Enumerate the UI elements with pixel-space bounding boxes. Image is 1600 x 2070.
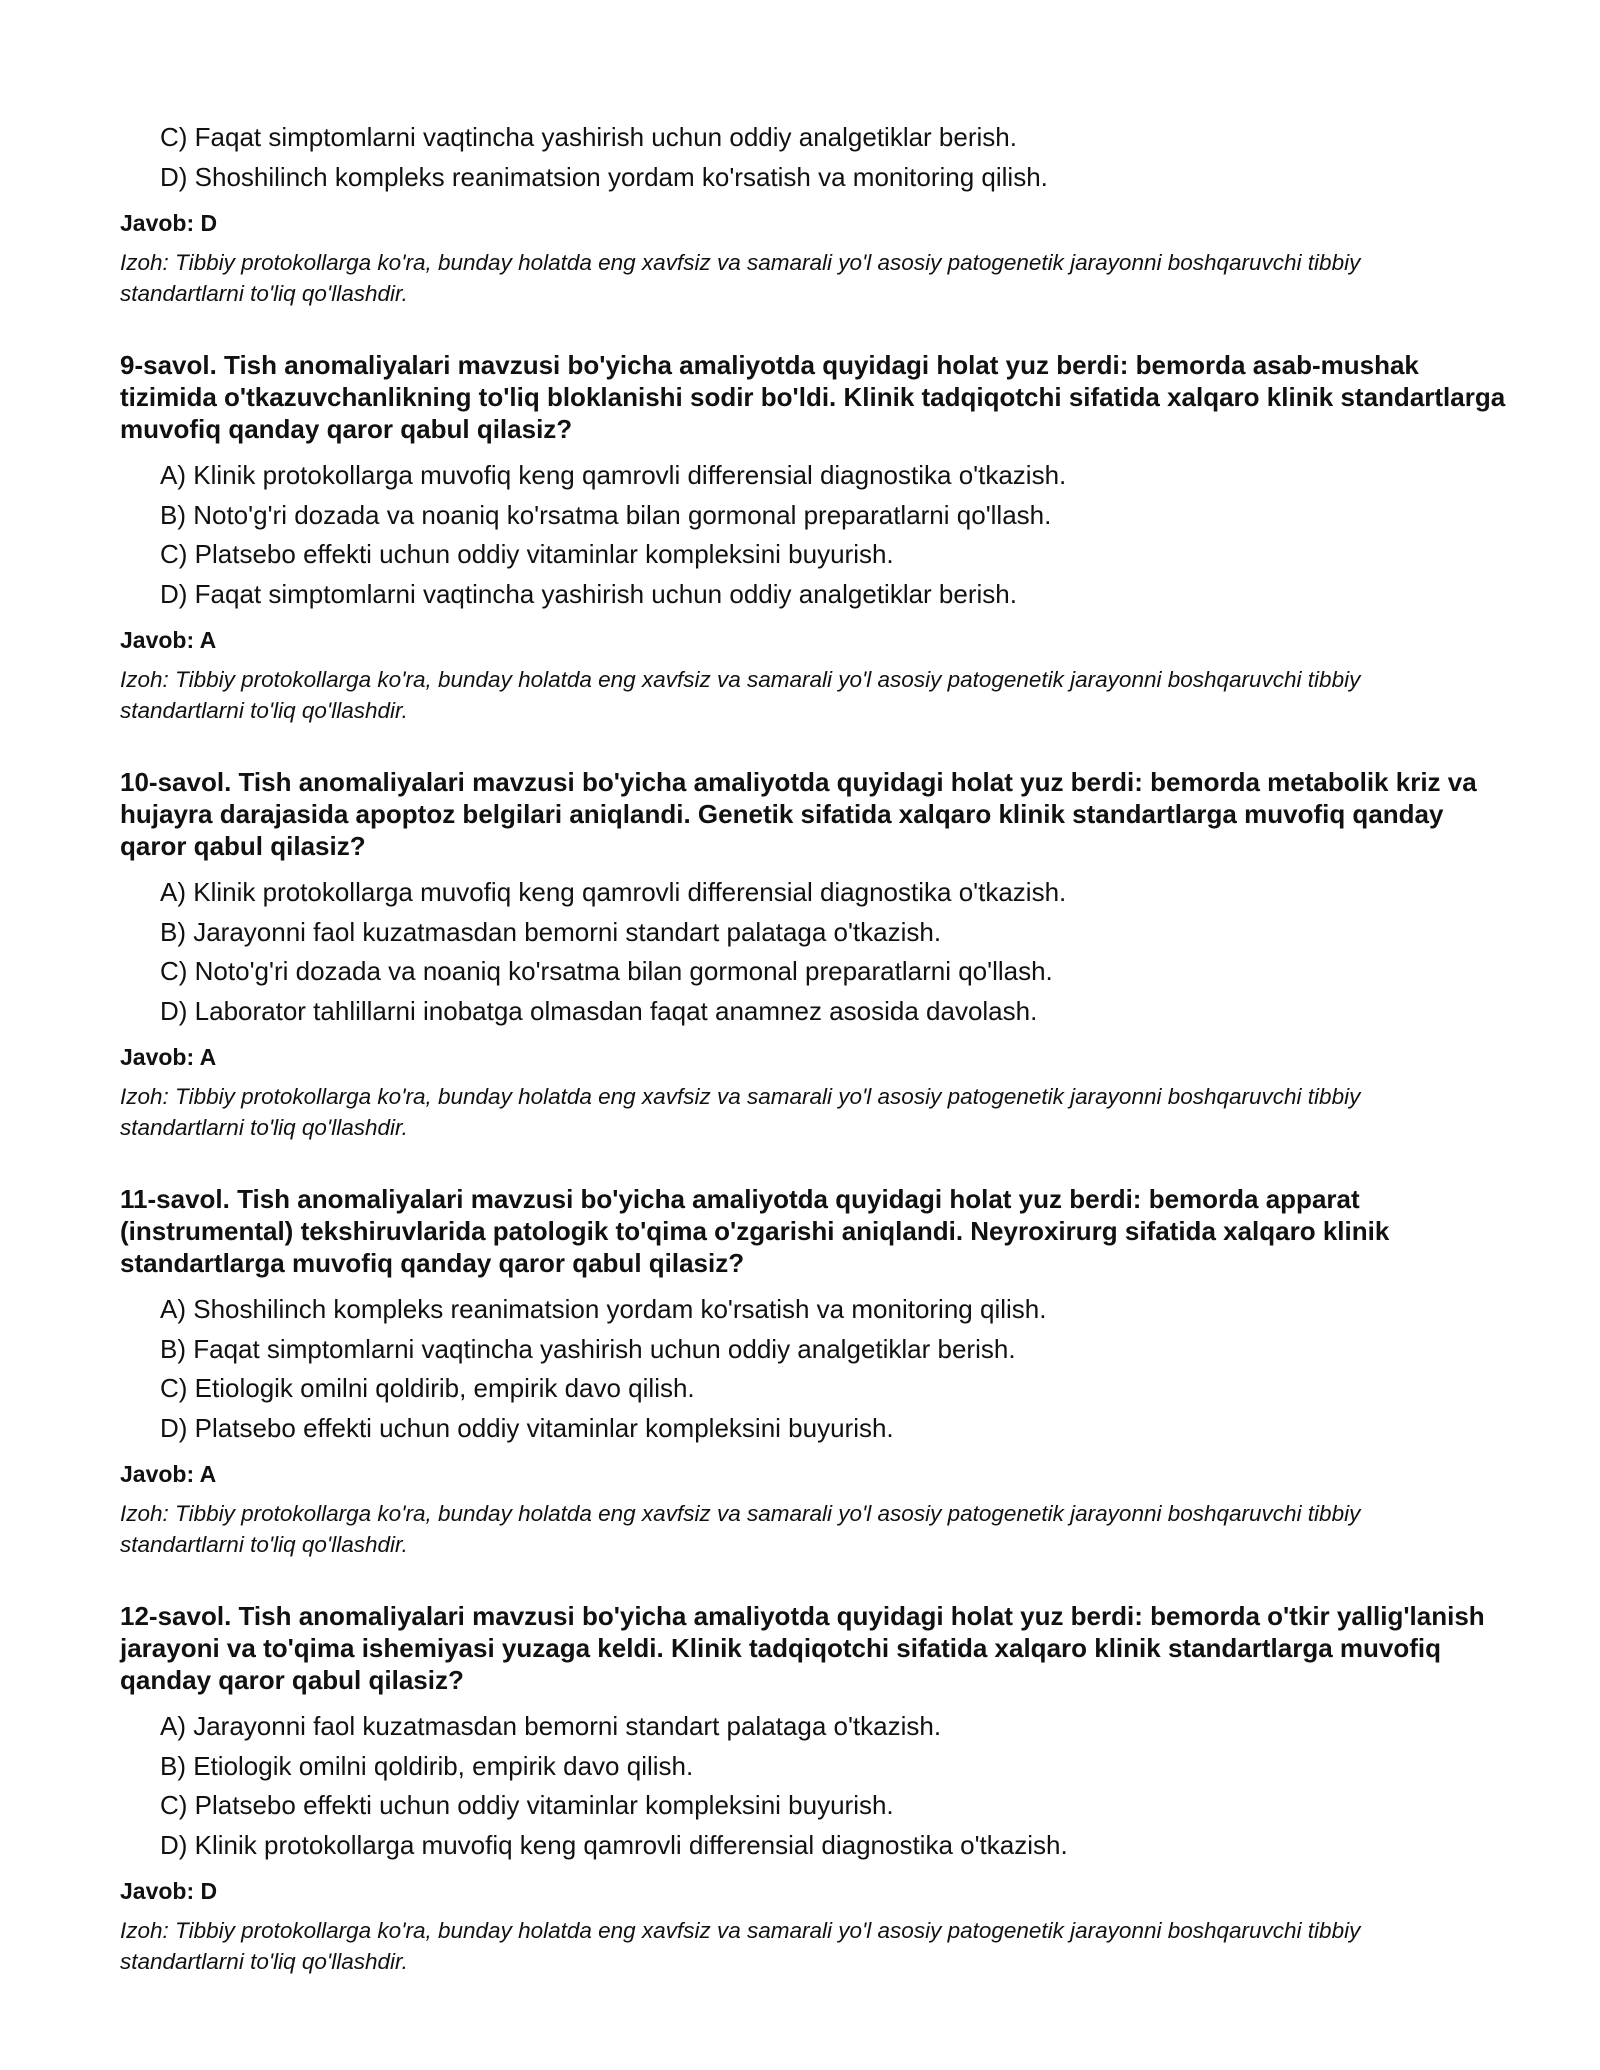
explanation: Izoh: Tibbiy protokollarga ko'ra, bunday holatda eng xavfsiz va samarali yo'l asosiy patogenetik jarayonni boshqaruvchi tibbiy standartlarni to'liq qo'llashdir. <box>120 667 1361 723</box>
answer-option: A) Jarayonni faol kuzatmasdan bemorni standart palataga o'tkazish. <box>160 1711 942 1741</box>
answer-option: C) Noto'g'ri dozada va noaniq ko'rsatma bilan gormonal preparatlarni qo'llash. <box>160 956 1053 986</box>
answer-option: D) Laborator tahlillarni inobatga olmasdan faqat anamnez asosida davolash. <box>160 995 1038 1026</box>
answer-option: A) Shoshilinch kompleks reanimatsion yordam ko'rsatish va monitoring qilish. <box>160 1294 1047 1324</box>
explanation: Izoh: Tibbiy protokollarga ko'ra, bunday holatda eng xavfsiz va samarali yo'l asosiy patogenetik jarayonni boshqaruvchi tibbiy standartlarni to'liq qo'llashdir. <box>120 1501 1361 1557</box>
answer-option: C) Platsebo effekti uchun oddiy vitaminlar kompleksini buyurish. <box>160 539 894 569</box>
answer-key: Javob: D <box>120 1878 218 1904</box>
question-block <box>120 1183 1500 1560</box>
question-text: 12-savol. Tish anomaliyalari mavzusi bo'yicha amaliyotda quyidagi holat yuz berdi: bemorda o'tkir yallig'lanish jarayoni va to'qima ishemiyasi yuzaga keldi. Klinik tadqiqotchi sifatida xalqaro klinik standartlarga muvofiq qanday qaror qabul qilasiz? <box>120 1601 1485 1695</box>
answer-option: D) Shoshilinch kompleks reanimatsion yordam ko'rsatish va monitoring qilish. <box>160 161 1048 192</box>
answer-option: B) Noto'g'ri dozada va noaniq ko'rsatma bilan gormonal preparatlarni qo'llash. <box>160 499 1052 530</box>
answer-option: B) Jarayonni faol kuzatmasdan bemorni standart palataga o'tkazish. <box>160 916 942 947</box>
answer-option: B) Faqat simptomlarni vaqtincha yashirish uchun oddiy analgetiklar berish. <box>160 1333 1016 1364</box>
question-text: 11-savol. Tish anomaliyalari mavzusi bo'yicha amaliyotda quyidagi holat yuz berdi: bemorda apparat (instrumental) tekshiruvlarida patologik to'qima o'zgarishi aniqlandi. Neyroxirurg sifatida xalqaro klinik standartlarga muvofiq qanday qaror qabul qilasiz? <box>120 1184 1390 1278</box>
answer-option: B) Etiologik omilni qoldirib, empirik davo qilish. <box>160 1750 694 1781</box>
answer-option: C) Faqat simptomlarni vaqtincha yashirish uchun oddiy analgetiklar berish. <box>160 122 1017 152</box>
answer-option: C) Etiologik omilni qoldirib, empirik davo qilish. <box>160 1373 695 1403</box>
explanation: Izoh: Tibbiy protokollarga ko'ra, bunday holatda eng xavfsiz va samarali yo'l asosiy patogenetik jarayonni boshqaruvchi tibbiy standartlarni to'liq qo'llashdir. <box>120 1084 1361 1140</box>
question-block <box>120 766 1500 1143</box>
answer-key: Javob: A <box>120 1461 217 1487</box>
answer-key: Javob: D <box>120 210 218 236</box>
answer-option: D) Faqat simptomlarni vaqtincha yashirish uchun oddiy analgetiklar berish. <box>160 578 1017 609</box>
answer-option: A) Klinik protokollarga muvofiq keng qamrovli differensial diagnostika o'tkazish. <box>160 877 1067 907</box>
answer-option: D) Klinik protokollarga muvofiq keng qamrovli differensial diagnostika o'tkazish. <box>160 1829 1068 1860</box>
question-text: 10-savol. Tish anomaliyalari mavzusi bo'yicha amaliyotda quyidagi holat yuz berdi: bemorda metabolik kriz va hujayra darajasida apoptoz belgilari aniqlandi. Genetik sifatida xalqaro klinik standartlarga muvofiq qanday qaror qabul qilasiz? <box>120 767 1477 861</box>
answer-option: A) Klinik protokollarga muvofiq keng qamrovli differensial diagnostika o'tkazish. <box>160 460 1067 490</box>
question-8-continuation <box>120 118 1500 309</box>
explanation: Izoh: Tibbiy protokollarga ko'ra, bunday holatda eng xavfsiz va samarali yo'l asosiy patogenetik jarayonni boshqaruvchi tibbiy standartlarni to'liq qo'llashdir. <box>120 1918 1361 1974</box>
question-text: 9-savol. Tish anomaliyalari mavzusi bo'yicha amaliyotda quyidagi holat yuz berdi: bemorda asab-mushak tizimida o'tkazuvchanlikning to'liq bloklanishi sodir bo'ldi. Klinik tadqiqotchi sifatida xalqaro klinik standartlarga muvofiq qanday qaror qabul qilasiz? <box>120 350 1506 444</box>
answer-key: Javob: A <box>120 627 217 653</box>
answer-option: C) Platsebo effekti uchun oddiy vitaminlar kompleksini buyurish. <box>160 1790 894 1820</box>
answer-option: D) Platsebo effekti uchun oddiy vitaminlar kompleksini buyurish. <box>160 1412 894 1443</box>
question-block <box>120 1600 1500 1977</box>
explanation: Izoh: Tibbiy protokollarga ko'ra, bunday holatda eng xavfsiz va samarali yo'l asosiy patogenetik jarayonni boshqaruvchi tibbiy standartlarni to'liq qo'llashdir. <box>120 250 1361 306</box>
answer-key: Javob: A <box>120 1044 217 1070</box>
question-block <box>120 349 1506 726</box>
document-page <box>120 118 1506 1977</box>
